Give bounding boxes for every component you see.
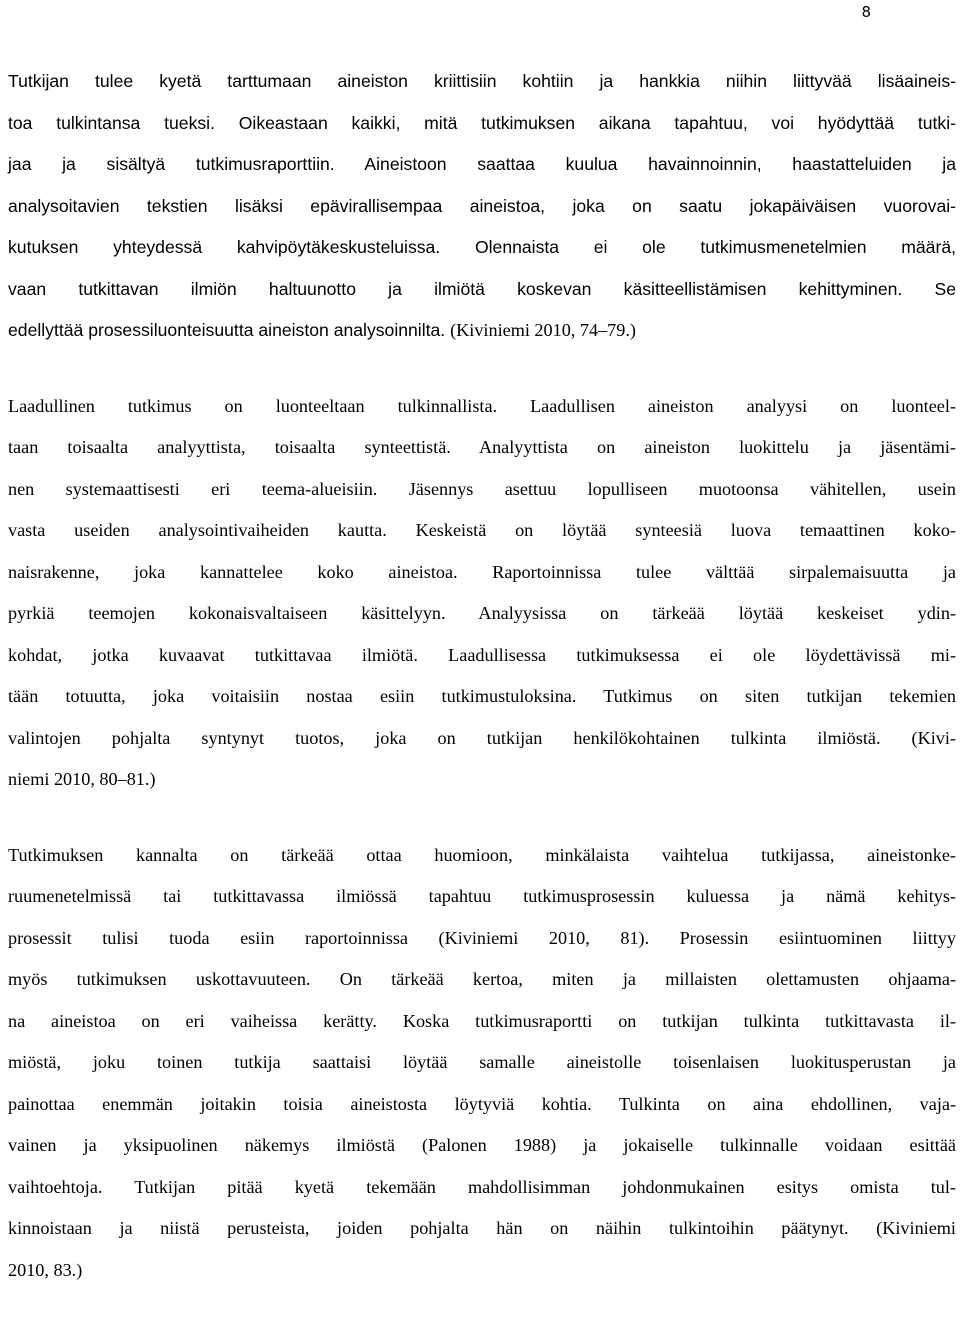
text-segment: nen systemaattisesti eri teema-alueisiin. Jäsennys asettuu lopulliseen muotoonsa vähitellen, usein: [8, 478, 956, 499]
text-segment: Aineistoon saattaa kuulua havainnoinnin, haastatteluiden ja: [364, 154, 956, 174]
text-line: [8, 386, 956, 428]
text-segment: 2010, 83.): [8, 1259, 83, 1280]
text-line: [8, 1001, 956, 1043]
paragraph: [8, 386, 956, 801]
text-line: [8, 269, 956, 311]
text-segment: toa tulkintansa tueksi. Oikeastaan kaikki, mitä tutkimuksen aikana tapahtuu, voi hyödyttää tutki-: [8, 112, 956, 133]
text-line: [8, 718, 956, 760]
text-line: [8, 227, 956, 269]
text-segment: kinnoistaan ja niistä perusteista, joiden pohjalta hän on näihin tulkintoihin päätynyt. (Kiviniemi: [8, 1218, 956, 1238]
text-segment: niemi 2010, 80–81.): [8, 769, 156, 789]
page-number: 8: [861, 3, 871, 21]
paragraph: [8, 61, 956, 352]
text-segment: Laadullinen tutkimus on luonteeltaan tulkinnallista. Laadullisen aineiston analyysi on luonteel-: [8, 395, 956, 416]
text-segment: taan toisaalta analyyttista, toisaalta synteettistä. Analyyttista on aineiston luokittelu ja jäsentämi-: [8, 437, 956, 457]
text-segment: valintojen pohjalta syntynyt tuotos, joka on tutkijan henkilökohtainen tulkinta ilmiöstä. (Kivi-: [8, 727, 956, 748]
text-line: [8, 1125, 956, 1167]
text-segment: kohdat, jotka kuvaavat tutkittavaa ilmiötä. Laadullisessa tutkimuksessa ei ole löydettävissä mi-: [8, 644, 956, 665]
text-segment: tään totuutta, joka voitaisiin nostaa esiin tutkimustuloksina. Tutkimus on siten tutkijan tekemien: [8, 686, 956, 706]
text-line: [8, 593, 956, 635]
text-segment: na aineistoa on eri vaiheissa kerätty. Koska tutkimusraportti on tutkijan tulkinta tutkittavasta il-: [8, 1010, 956, 1031]
text-segment: pyrkiä teemojen kokonaisvaltaiseen käsittelyyn. Analyysissa on tärkeää löytää keskeiset ydin-: [8, 603, 956, 623]
text-segment: Olennaista ei ole tutkimusmenetelmien määrä,: [474, 237, 957, 257]
text-segment: vaan tutkittavan ilmiön haltuunotto ja ilmiötä koskevan käsitteellistämisen kehittyminen. Se: [8, 278, 956, 299]
text-line: [8, 635, 956, 677]
text-segment: vasta useiden analysointivaiheiden kautta. Keskeistä on löytää synteesiä luova temaattinen koko-: [8, 520, 956, 540]
text-segment: painottaa enemmän joitakin toisia aineistosta löytyviä kohtia. Tulkinta on aina ehdollinen, vaja-: [8, 1093, 956, 1114]
text-line: [8, 103, 956, 145]
text-line: [8, 310, 956, 352]
text-line: [8, 1084, 956, 1126]
text-segment: jaa ja sisältyä tutkimusraporttiin.: [8, 154, 365, 174]
text-line: [8, 1208, 956, 1250]
body-text: [8, 61, 956, 1291]
text-segment: miöstä, joku toinen tutkija saattaisi löytää samalle aineistolle toisenlaisen luokitusperustan ja: [8, 1052, 956, 1072]
text-line: [8, 1167, 956, 1209]
text-segment: vainen ja yksipuolinen näkemys ilmiöstä (Palonen 1988) ja jokaiselle tulkinnalle voidaan esittää: [8, 1135, 956, 1155]
text-line: [8, 186, 956, 228]
text-segment: vaihtoehtoja. Tutkijan pitää kyetä tekemään mahdollisimman johdonmukainen esitys omista tul-: [8, 1176, 956, 1197]
text-line: [8, 469, 956, 511]
text-line: [8, 61, 956, 103]
text-line: [8, 144, 956, 186]
text-segment: prosessit tulisi tuoda esiin raportoinnissa (Kiviniemi 2010, 81). Prosessin esiintuominen liittyy: [8, 927, 956, 948]
text-line: [8, 835, 956, 877]
text-line: [8, 918, 956, 960]
text-segment: (Kiviniemi 2010, 74–79.): [450, 320, 636, 340]
text-segment: kutuksen yhteydessä kahvipöytäkeskusteluissa.: [8, 237, 475, 257]
text-segment: analysoitavien tekstien lisäksi epävirallisempaa aineistoa, joka on saatu jokapäiväisen vuorovai-: [8, 195, 956, 216]
text-line: [8, 759, 956, 801]
text-line: [8, 1250, 956, 1292]
text-segment: naisrakenne, joka kannattelee koko aineistoa. Raportoinnissa tulee välttää sirpalemaisuutta ja: [8, 561, 956, 582]
paragraph: [8, 835, 956, 1292]
text-line: [8, 427, 956, 469]
text-line: [8, 876, 956, 918]
text-line: [8, 1042, 956, 1084]
text-segment: myös tutkimuksen uskottavuuteen. On tärkeää kertoa, miten ja millaisten olettamusten ohjaama-: [8, 969, 956, 989]
text-line: [8, 959, 956, 1001]
text-segment: edellyttää prosessiluonteisuutta aineiston analysoinnilta.: [8, 320, 451, 340]
text-segment: Tutkimuksen kannalta on tärkeää ottaa huomioon, minkälaista vaihtelua tutkijassa, aineistonke-: [8, 844, 956, 865]
text-line: [8, 676, 956, 718]
text-line: [8, 552, 956, 594]
text-line: [8, 510, 956, 552]
text-segment: Tutkijan tulee kyetä tarttumaan aineiston kriittisiin kohtiin ja hankkia niihin liittyvää lisäaineis-: [8, 71, 956, 91]
text-segment: ruumenetelmissä tai tutkittavassa ilmiössä tapahtuu tutkimusprosessin kuluessa ja nämä kehitys-: [8, 886, 956, 906]
